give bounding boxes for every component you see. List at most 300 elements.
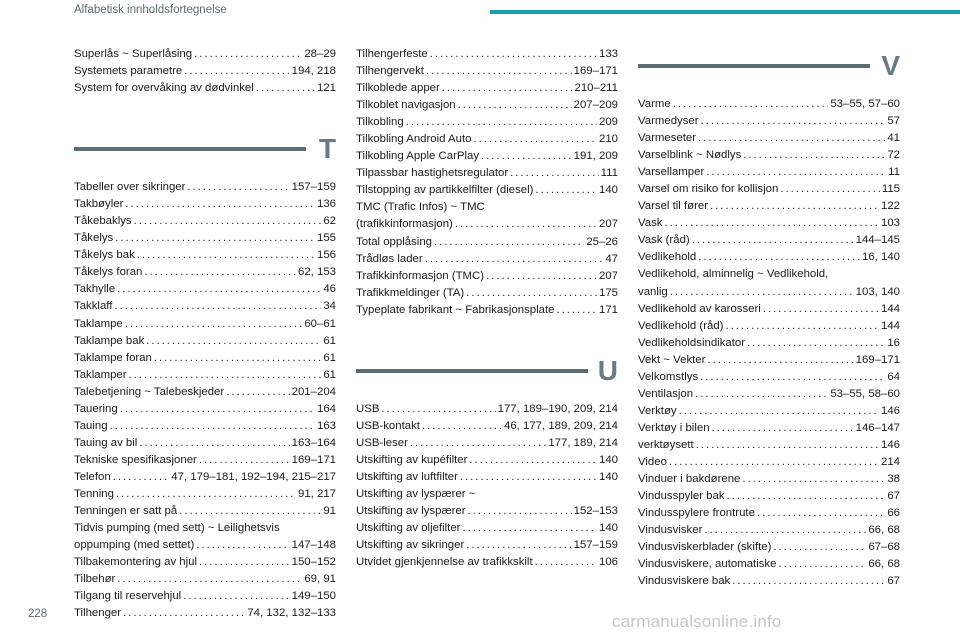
index-entry — [74, 401, 336, 418]
index-entry — [356, 131, 618, 148]
entry-pages: 103, 140 — [855, 285, 900, 298]
entry-term: Vask — [638, 217, 663, 230]
dot-leader — [669, 454, 879, 471]
entry-pages: 140 — [598, 522, 618, 535]
entry-term: Verktøy i bilen — [638, 421, 710, 434]
index-entry — [74, 196, 336, 213]
entry-term: Tilstopping av partikkelfilter (diesel) — [356, 184, 534, 197]
index-entry — [74, 571, 336, 588]
entry-term: Tåkebaklys — [74, 215, 132, 228]
index-entry — [638, 556, 900, 573]
entry-pages: 194, 218 — [291, 65, 336, 78]
dot-leader — [701, 113, 886, 130]
entry-pages: 133 — [598, 48, 618, 60]
index-entry — [74, 316, 336, 333]
entry-pages: 146–147 — [855, 421, 900, 434]
entry-pages: 66, 68 — [868, 558, 900, 571]
entry-pages: 191, 209 — [573, 150, 618, 163]
dot-leader — [698, 130, 885, 147]
entry-pages: 209 — [598, 116, 618, 129]
index-entry — [74, 63, 336, 80]
index-entry — [74, 384, 336, 401]
index-entry — [74, 588, 336, 605]
entry-term: Tilkobling Android Auto — [356, 133, 472, 146]
entry-term: Taklamper — [74, 368, 127, 381]
entry-term: Utskifting av sikringer — [356, 539, 465, 552]
dot-leader — [256, 80, 315, 97]
entry-term: Typeplate fabrikant ~ Fabrikasjonsplate — [356, 303, 555, 316]
entry-term: Vask (råd) — [638, 234, 690, 247]
index-entry — [638, 147, 900, 164]
entry-pages: 157–159 — [573, 539, 618, 552]
index-entry — [638, 369, 900, 386]
section-rule — [74, 147, 306, 151]
entry-pages: 111 — [600, 167, 618, 180]
index-column-2 — [356, 46, 618, 571]
entry-pages: 103 — [880, 217, 900, 230]
dot-leader — [113, 469, 170, 486]
section-divider-t — [74, 129, 336, 169]
index-entry — [638, 352, 900, 369]
entry-pages: 16 — [887, 336, 900, 349]
entry-term: Tenningen er satt på — [74, 505, 178, 518]
entry-pages: 177, 189–190, 209, 214 — [497, 402, 618, 415]
index-entry — [356, 251, 618, 268]
entry-term: Taklampe foran — [74, 351, 152, 364]
entry-pages: 25–26 — [586, 235, 618, 248]
index-entry — [638, 130, 900, 147]
index-entry — [74, 80, 336, 97]
entry-pages: 163–164 — [291, 436, 336, 449]
entry-pages: 91 — [323, 505, 336, 518]
entry-pages: 136 — [316, 198, 336, 211]
index-entry — [638, 181, 900, 198]
index-entry — [638, 437, 900, 454]
entry-pages: 150–152 — [291, 556, 336, 569]
entry-pages: 140 — [598, 470, 618, 483]
index-entry-continued: TMC (Trafic Infos) ~ TMC — [356, 201, 485, 214]
dot-leader — [473, 131, 597, 148]
index-entry — [356, 418, 618, 435]
entry-pages: 121 — [316, 82, 336, 95]
index-entry — [74, 486, 336, 503]
entry-pages: 140 — [598, 184, 618, 197]
entry-pages: 67 — [887, 490, 900, 503]
dot-leader — [700, 369, 885, 386]
index-entry — [638, 335, 900, 352]
entry-pages: 207 — [598, 269, 618, 282]
entry-term: Takhylle — [74, 283, 116, 296]
dot-leader — [455, 216, 597, 233]
index-entry — [356, 554, 618, 571]
entry-term: Vindusviskerblader (skifte) — [638, 541, 772, 554]
section-letter: V — [881, 50, 900, 81]
entry-term: Tilpassbar hastighetsregulator — [356, 167, 509, 180]
dot-leader — [137, 247, 315, 264]
index-entry — [74, 469, 336, 486]
entry-term: Tilbehør — [74, 573, 116, 586]
dot-leader — [117, 571, 302, 588]
dot-leader — [757, 505, 885, 522]
entry-term: Varmedyser — [638, 115, 699, 128]
dot-leader — [125, 196, 315, 213]
entry-term: (trafikkinformasjon) — [356, 218, 453, 231]
entry-pages: 169–171 — [855, 353, 900, 366]
entry-term: Tenning — [74, 487, 114, 500]
index-entry — [638, 539, 900, 556]
entry-term: Tilhengerfeste — [356, 48, 428, 60]
entry-pages: 61 — [323, 351, 336, 364]
entry-list-top — [74, 46, 336, 97]
dot-leader — [695, 386, 828, 403]
entry-term: Varselblink ~ Nødlys — [638, 149, 742, 162]
section-rule — [356, 369, 588, 373]
dot-leader — [780, 181, 880, 198]
index-entry — [638, 301, 900, 318]
dot-leader — [535, 554, 597, 571]
entry-pages: 69, 91 — [304, 573, 336, 586]
dot-leader — [139, 435, 289, 452]
index-entry — [74, 264, 336, 281]
index-entry — [74, 554, 336, 571]
entry-pages: 156 — [316, 249, 336, 262]
dot-leader — [712, 420, 854, 437]
dot-leader — [679, 403, 879, 420]
entry-term: Tilhengervekt — [356, 65, 424, 78]
entry-term: Vinduer i bakdørene — [638, 473, 741, 486]
index-entry — [638, 403, 900, 420]
entry-pages: 67 — [887, 575, 900, 588]
index-entry — [74, 213, 336, 230]
index-entry — [74, 247, 336, 264]
dot-leader — [732, 573, 885, 590]
index-entry — [356, 401, 618, 418]
entry-pages: 207–209 — [573, 99, 618, 112]
dot-leader — [125, 316, 303, 333]
index-entry — [638, 96, 900, 113]
dot-leader — [468, 503, 572, 520]
dot-leader — [763, 301, 879, 318]
entry-term: Varme — [638, 98, 671, 110]
dot-leader — [442, 80, 573, 97]
entry-term: Varmeseter — [638, 132, 697, 145]
entry-term: Utvidet gjenkjennelse av trafikkskilt — [356, 556, 533, 569]
entry-pages: 61 — [323, 368, 336, 381]
entry-pages: 163 — [316, 419, 336, 432]
entry-term: Tilkobling Apple CarPlay — [356, 150, 480, 163]
index-entry — [356, 302, 618, 319]
entry-term: Verktøy — [638, 404, 677, 417]
dot-leader — [187, 179, 289, 196]
entry-term: Tåkelys bak — [74, 249, 135, 262]
index-entry — [74, 333, 336, 350]
entry-term: Taklampe bak — [74, 334, 145, 347]
entry-pages: 115 — [881, 183, 900, 196]
dot-leader — [196, 537, 289, 554]
entry-pages: 11 — [888, 166, 900, 179]
dot-leader — [134, 213, 322, 230]
index-entry — [638, 113, 900, 130]
entry-pages: 46, 177, 189, 209, 214 — [503, 419, 618, 432]
index-entry — [638, 573, 900, 590]
index-entry — [74, 298, 336, 315]
entry-term: Utskifting av lyspærer — [356, 505, 466, 518]
index-entry — [74, 605, 336, 622]
dot-leader — [773, 539, 866, 556]
dot-leader — [110, 418, 315, 435]
index-entry — [356, 285, 618, 302]
entry-pages: 47 — [605, 252, 618, 265]
entry-term: Tilhenger — [74, 607, 122, 620]
dot-leader — [115, 230, 315, 247]
entry-term: Tauing av bil — [74, 436, 138, 449]
index-entry — [356, 63, 618, 80]
entry-pages: 149–150 — [291, 590, 336, 603]
dot-leader — [117, 281, 321, 298]
entry-term: Tilbakemontering av hjul — [74, 556, 198, 569]
entry-pages: 214 — [880, 455, 900, 468]
entry-pages: 91, 217 — [297, 487, 336, 500]
index-entry — [74, 418, 336, 435]
dot-leader — [462, 520, 597, 537]
dot-leader — [460, 469, 597, 486]
index-entry — [356, 469, 618, 486]
index-entry — [638, 386, 900, 403]
entry-term: Varsellamper — [638, 166, 705, 179]
entry-term: USB — [356, 402, 380, 415]
dot-leader — [199, 554, 290, 571]
index-entry — [74, 452, 336, 469]
entry-list-u — [356, 401, 618, 571]
entry-pages: 155 — [316, 232, 336, 245]
entry-pages: 147–148 — [291, 539, 336, 552]
entry-pages: 144–145 — [855, 234, 900, 247]
entry-term: oppumping (med settet) — [74, 539, 195, 552]
index-entry — [356, 80, 618, 97]
dot-leader — [123, 605, 245, 622]
dot-leader — [425, 251, 604, 268]
dot-leader — [422, 418, 502, 435]
entry-pages: 62 — [323, 215, 336, 228]
entry-term: Tekniske spesifikasjoner — [74, 453, 197, 466]
section-rule — [638, 64, 870, 68]
dot-leader — [664, 215, 879, 232]
index-entry — [356, 503, 618, 520]
entry-term: verktøysett — [638, 438, 694, 451]
dot-leader — [710, 198, 879, 215]
entry-term: Tilgang til reservehjul — [74, 590, 182, 603]
dot-leader — [486, 268, 597, 285]
index-entry — [638, 164, 900, 181]
entry-term: Takbøyler — [74, 198, 124, 211]
entry-term: Vindusviskere bak — [638, 575, 731, 588]
index-entry — [638, 232, 900, 249]
entry-term: Vekt ~ Vekter — [638, 353, 706, 366]
dot-leader — [673, 96, 829, 113]
entry-term: Total opplåsing — [356, 235, 432, 248]
section-divider-v — [638, 46, 900, 86]
dot-leader — [144, 264, 296, 281]
dot-leader — [696, 437, 879, 454]
entry-pages: 175 — [598, 286, 618, 299]
dot-leader — [704, 522, 866, 539]
index-entry — [74, 46, 336, 63]
index-entry — [74, 435, 336, 452]
index-entry — [356, 520, 618, 537]
dot-leader — [184, 63, 289, 80]
dot-leader — [194, 46, 302, 63]
entry-pages: 207 — [598, 218, 618, 231]
index-entry — [638, 471, 900, 488]
index-entry — [74, 230, 336, 247]
entry-pages: 66 — [887, 507, 900, 520]
dot-leader — [510, 165, 599, 182]
entry-term: Utskifting av kupéfilter — [356, 453, 468, 466]
index-entry — [74, 503, 336, 520]
dot-leader — [146, 333, 321, 350]
dot-leader — [406, 114, 597, 131]
index-entry — [74, 179, 336, 196]
entry-term: System for overvåking av dødvinkel — [74, 82, 254, 95]
index-entry — [356, 46, 618, 63]
entry-pages: 41 — [887, 132, 900, 145]
entry-list-t — [74, 179, 336, 622]
entry-pages: 210–211 — [574, 82, 618, 95]
header-accent-bar — [490, 10, 960, 14]
entry-term: USB-leser — [356, 436, 408, 449]
entry-term: Utskifting av luftfilter — [356, 470, 458, 483]
dot-leader — [557, 302, 597, 319]
dot-leader — [179, 503, 321, 520]
index-entry — [356, 216, 618, 233]
entry-term: Telefon — [74, 470, 111, 483]
dot-leader — [199, 452, 290, 469]
dot-leader — [778, 556, 866, 573]
entry-term: Vedlikehold av karosseri — [638, 302, 761, 315]
index-entry — [638, 215, 900, 232]
entry-pages: 140 — [598, 453, 618, 466]
index-entry-continued: Vedlikehold, alminnelig ~ Vedlikehold, — [638, 268, 829, 281]
entry-term: Systemets parametre — [74, 65, 183, 78]
entry-pages: 144 — [880, 319, 900, 332]
entry-list-top — [356, 46, 618, 319]
entry-term: Tilkobling — [356, 116, 404, 129]
dot-leader — [466, 285, 597, 302]
entry-term: Vedlikehold (råd) — [638, 319, 724, 332]
entry-pages: 169–171 — [573, 65, 618, 78]
entry-term: Tabeller over sikringer — [74, 181, 186, 194]
index-entry — [638, 488, 900, 505]
watermark: carmanualsonline.info — [612, 612, 782, 631]
entry-term: Tauering — [74, 402, 118, 415]
index-entry — [356, 165, 618, 182]
entry-term: Trafikkmeldinger (TA) — [356, 286, 465, 299]
entry-pages: 60–61 — [304, 317, 336, 330]
entry-pages: 64 — [887, 370, 900, 383]
index-entry — [638, 284, 900, 301]
entry-pages: 47, 179–181, 192–194, 215–217 — [171, 470, 336, 483]
entry-pages: 34 — [323, 300, 336, 313]
entry-term: Varsel til fører — [638, 200, 709, 213]
entry-term: Vindusspylere frontrute — [638, 507, 755, 520]
entry-pages: 210 — [598, 133, 618, 146]
dot-leader — [742, 471, 885, 488]
entry-term: Ventilasjon — [638, 387, 694, 400]
entry-term: Tåkelys — [74, 232, 114, 245]
dot-leader — [183, 588, 289, 605]
dot-leader — [670, 284, 854, 301]
entry-pages: 38 — [887, 473, 900, 486]
index-entry — [356, 148, 618, 165]
dot-leader — [410, 435, 546, 452]
entry-term: Varsel om risiko for kollisjon — [638, 183, 779, 196]
entry-pages: 16, 140 — [861, 251, 900, 264]
dot-leader — [747, 335, 885, 352]
entry-term: Taklampe — [74, 317, 123, 330]
index-entry — [638, 198, 900, 215]
index-entry — [356, 537, 618, 554]
entry-pages: 146 — [880, 438, 900, 451]
entry-term: Tåkelys foran — [74, 266, 143, 279]
page-number: 228 — [28, 608, 48, 620]
index-entry — [74, 281, 336, 298]
dot-leader — [154, 350, 321, 367]
entry-term: Tilkoblede apper — [356, 82, 440, 95]
dot-leader — [114, 298, 321, 315]
index-entry-continued: Utskifting av lyspærer ~ — [356, 487, 476, 500]
dot-leader — [727, 488, 886, 505]
entry-pages: 152–153 — [573, 505, 618, 518]
entry-term: Vindusviskere, automatiske — [638, 558, 777, 571]
dot-leader — [458, 97, 572, 114]
section-letter: U — [597, 354, 618, 386]
index-entry — [638, 522, 900, 539]
entry-pages: 72 — [887, 149, 900, 162]
entry-pages: 67–68 — [868, 541, 900, 554]
index-entry-continued: Tidvis pumping (med sett) ~ Leilighetsvis — [74, 522, 280, 535]
index-entry — [356, 114, 618, 131]
index-column-3 — [638, 46, 900, 590]
dot-leader — [466, 537, 571, 554]
page-header-title: Alfabetisk innholdsfortegnelse — [74, 4, 227, 16]
dot-leader — [707, 352, 853, 369]
dot-leader — [120, 401, 315, 418]
entry-pages: 146 — [880, 404, 900, 417]
entry-pages: 177, 189, 214 — [548, 436, 618, 449]
entry-term: Velkomstlys — [638, 370, 699, 383]
entry-term: Superlås ~ Superlåsing — [74, 48, 193, 60]
dot-leader — [434, 234, 584, 251]
dot-leader — [706, 164, 886, 181]
entry-term: Talebetjening ~ Talebeskjeder — [74, 385, 225, 398]
dot-leader — [469, 452, 597, 469]
entry-list-v — [638, 96, 900, 590]
entry-term: Vindusspyler bak — [638, 490, 725, 503]
entry-pages: 164 — [316, 402, 336, 415]
entry-term: Video — [638, 455, 667, 468]
index-entry — [638, 318, 900, 335]
index-entry — [356, 234, 618, 251]
entry-pages: 171 — [598, 303, 618, 316]
index-entry — [356, 97, 618, 114]
entry-pages: 144 — [880, 302, 900, 315]
entry-pages: 201–204 — [291, 385, 336, 398]
entry-term: Takklaff — [74, 300, 113, 313]
dot-leader — [725, 318, 879, 335]
section-letter: T — [318, 133, 336, 165]
dot-leader — [381, 401, 495, 418]
dot-leader — [129, 367, 322, 384]
